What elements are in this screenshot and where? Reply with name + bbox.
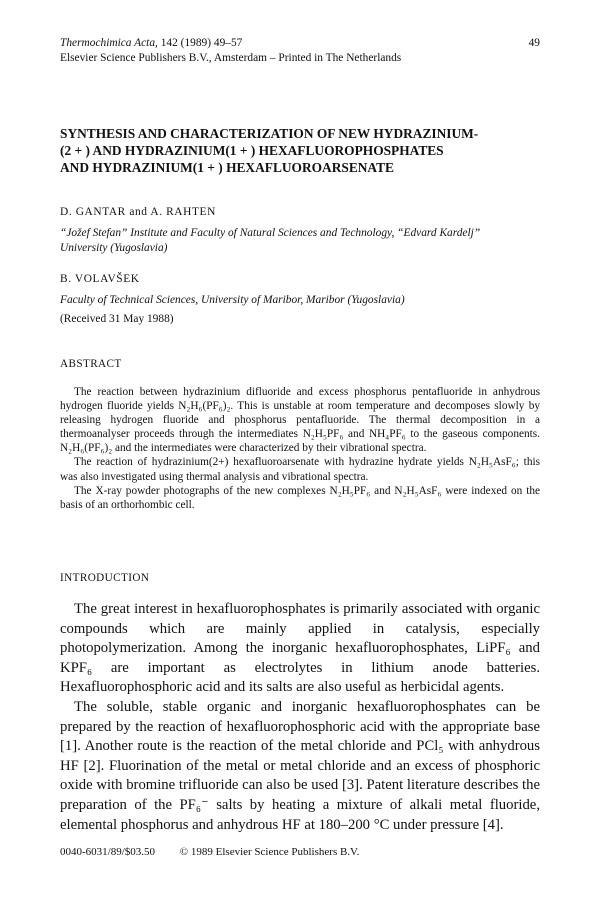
introduction-paragraph: The soluble, stable organic and inorganic hexafluorophosphates can be prepared by the reaction of hexafluorophosphoric acid with the appropriate base [1]. Another route is the reaction of the metal chloride and PCl₅ with anhydrous HF [2]. Fluorination of the metal or metal chloride and an excess of phosphoric oxide with bromine trifluoride can also be used [3]. Patent literature describes the preparation of the PF₆⁻ salts by heating a mixture of alkali metal fluoride, elemental phosphorus and anhydrous HF at 180–200 °C under pressure [4]. — [60, 698, 540, 833]
copyright-notice: © 1989 Elsevier Science Publishers B.V. — [179, 846, 360, 858]
abstract-paragraph: The reaction between hydrazinium difluoride and excess phosphorus pentafluoride in anhydrous hydrogen fluoride yields N₂H₆(PF₆)₂. This is unstable at room temperature and decomposes slowly by releasing hydrogen fluoride and phosphorus pentafluoride. The thermal decomposition in a thermoanalyser proceeds through the intermediates N₂H₅PF₆ and NH₄PF₆ to the gaseous components. N₂H₆(PF₆)₂ and the intermediates were characterized by their vibrational spectra. — [60, 386, 540, 455]
abstract-paragraph: The X-ray powder photographs of the new complexes N₂H₅PF₆ and N₂H₅AsF₆ were indexed on the basis of an orthorhombic cell. — [60, 484, 540, 511]
introduction-body — [60, 600, 540, 835]
author-names: B. VOLAVŠEK — [60, 273, 140, 285]
author-block-2 — [60, 272, 542, 327]
received-date: (Received 31 May 1988) — [60, 313, 174, 325]
title-line: SYNTHESIS AND CHARACTERIZATION OF NEW HYDRAZINIUM- — [60, 126, 479, 141]
journal-name: Thermochimica Acta, — [60, 37, 158, 49]
article-code: 0040-6031/89/$03.50 — [60, 846, 156, 858]
running-header — [60, 36, 540, 66]
title-line: AND HYDRAZINIUM(1 + ) HEXAFLUOROARSENATE — [60, 160, 394, 175]
author-block-1 — [60, 205, 542, 256]
affiliation: “Jožef Stefan” Institute and Faculty of Natural Sciences and Technology, “Edvard Kardelj” — [60, 227, 481, 239]
affiliation: University (Yugoslavia) — [60, 242, 168, 254]
abstract-paragraph: The reaction of hydrazinium(2+) hexafluoroarsenate with hydrazine hydrate yields N₂H₅AsF₆; this was also investigated using thermal analysis and vibrational spectra. — [60, 456, 540, 483]
author-names: D. GANTAR and A. RAHTEN — [60, 206, 216, 218]
publisher-line: Elsevier Science Publishers B.V., Amsterdam – Printed in The Netherlands — [60, 52, 402, 64]
title-line: (2 + ) AND HYDRAZINIUM(1 + ) HEXAFLUOROPHOSPHATES — [60, 143, 444, 158]
abstract-body — [60, 385, 540, 512]
affiliation: Faculty of Technical Sciences, University of Maribor, Maribor (Yugoslavia) — [60, 294, 405, 306]
page-footer — [60, 846, 540, 858]
abstract-heading: ABSTRACT — [60, 358, 122, 370]
article-title — [60, 125, 542, 176]
introduction-paragraph: The great interest in hexafluorophosphates is primarily associated with organic compounds which are mainly applied in catalysis, especially photopolymerization. Among the inorganic hexafluorophosphates, LiPF₆ and KPF₆ are important as electrolytes in lithium anode batteries. Hexafluorophosphoric acid and its salts are also useful as herbicidal agents. — [60, 601, 540, 696]
page-number: 49 — [528, 37, 540, 49]
introduction-heading: INTRODUCTION — [60, 572, 150, 584]
journal-citation: 142 (1989) 49–57 — [157, 37, 243, 49]
